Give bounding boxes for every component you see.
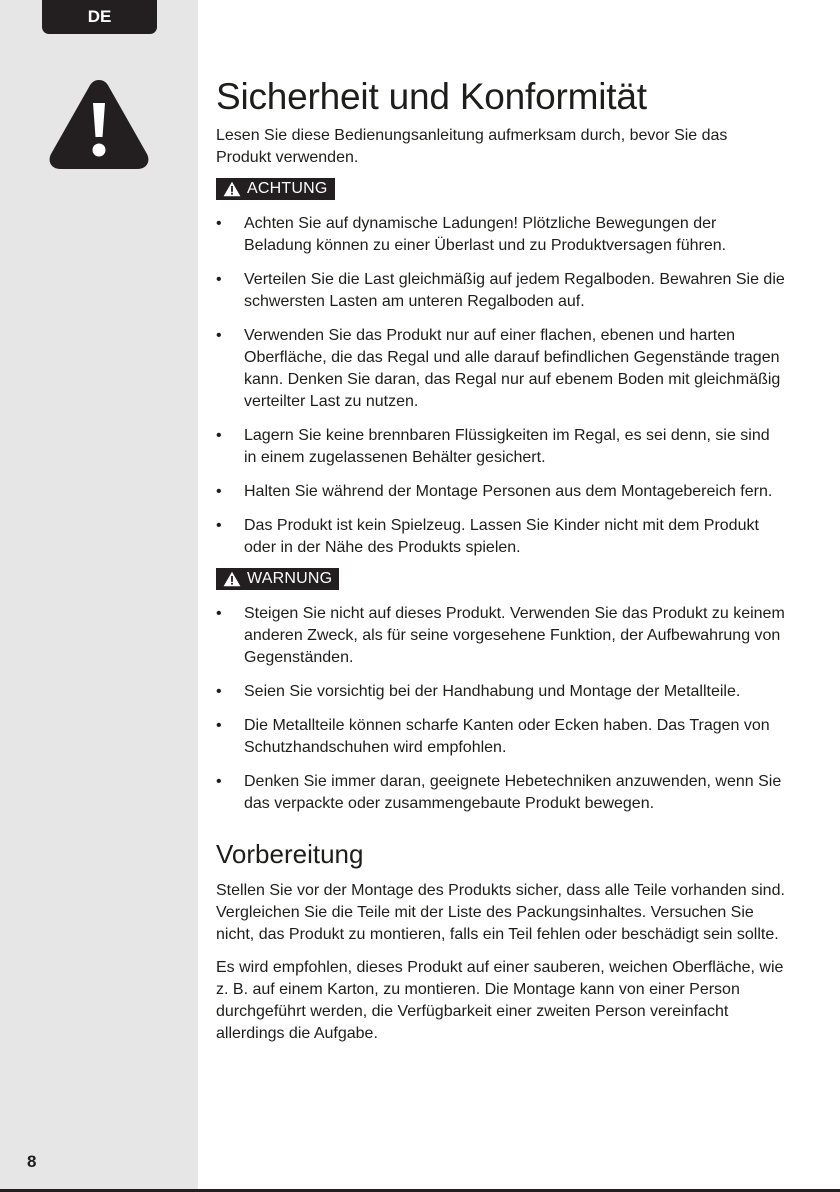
- preparation-paragraph: Es wird empfohlen, dieses Produkt auf einer sauberen, weichen Oberfläche, wie z. B. auf einem Karton, zu montieren. Die Montage kann von einer Person durchgeführt werden, die Verfügbarkeit einer zweiten Person vereinfacht allerdings die Aufgabe.: [216, 959, 784, 1042]
- list-item: [216, 771, 786, 815]
- warning-triangle-icon: [46, 76, 152, 172]
- list-item: [216, 325, 786, 413]
- bullet-icon: •: [216, 483, 222, 500]
- caution-tag-row: [216, 178, 786, 202]
- list-item: [216, 481, 786, 503]
- bullet-icon: •: [216, 773, 222, 790]
- list-item-text: Steigen Sie nicht auf dieses Produkt. Verwenden Sie das Produkt zu keinem anderen Zweck, als für seine vorgesehene Funktion, der Aufbewahrung von Gegenständen.: [244, 605, 785, 666]
- sidebar: [0, 0, 198, 1190]
- list-item-text: Die Metallteile können scharfe Kanten oder Ecken haben. Das Tragen von Schutzhandschuhen wird empfohlen.: [244, 717, 770, 756]
- bullet-icon: •: [216, 605, 222, 622]
- safety-intro: Lesen Sie diese Bedienungsanleitung aufmerksam durch, bevor Sie das Produkt verwenden.: [216, 127, 728, 166]
- list-item: [216, 715, 786, 759]
- caution-list: [216, 213, 786, 559]
- list-item-text: Verteilen Sie die Last gleichmäßig auf jedem Regalboden. Bewahren Sie die schwersten Lasten am unteren Regalboden auf.: [244, 271, 785, 310]
- bullet-icon: •: [216, 717, 222, 734]
- caution-tag: [216, 178, 335, 200]
- list-item: [216, 425, 786, 469]
- warning-triangle-icon: [223, 571, 241, 587]
- warning-tag: [216, 568, 339, 590]
- list-item-text: Achten Sie auf dynamische Ladungen! Plötzliche Bewegungen der Beladung können zu einer Überlast und zu Produktversagen führen.: [244, 215, 727, 254]
- page-number: 8: [27, 1152, 37, 1171]
- warning-triangle-icon: [223, 181, 241, 197]
- list-item-text: Halten Sie während der Montage Personen aus dem Montagebereich fern.: [244, 483, 773, 500]
- list-item: [216, 269, 786, 313]
- warning-label: WARNUNG: [247, 570, 333, 587]
- list-item-text: Seien Sie vorsichtig bei der Handhabung und Montage der Metallteile.: [244, 683, 741, 700]
- list-item: [216, 213, 786, 257]
- list-item-text: Denken Sie immer daran, geeignete Hebetechniken anzuwenden, wenn Sie das verpackte oder zusammengebaute Produkt bewegen.: [244, 773, 782, 812]
- preparation-title: Vorbereitung: [216, 839, 364, 869]
- language-tab: DE: [42, 0, 157, 34]
- bullet-icon: •: [216, 327, 222, 344]
- bullet-icon: •: [216, 215, 222, 232]
- list-item-text: Lagern Sie keine brennbaren Flüssigkeiten im Regal, es sei denn, sie sind in einem zugelassenen Behälter gesichert.: [244, 427, 770, 466]
- bullet-icon: •: [216, 517, 222, 534]
- bullet-icon: •: [216, 683, 222, 700]
- caution-label: ACHTUNG: [247, 180, 328, 197]
- preparation-paragraph: Stellen Sie vor der Montage des Produkts sicher, dass alle Teile vorhanden sind. Vergleichen Sie die Teile mit der Liste des Packungsinhaltes. Versuchen Sie nicht, das Produkt zu montieren, falls ein Teil fehlen oder beschädigt sein sollte.: [216, 882, 785, 943]
- list-item-text: Das Produkt ist kein Spielzeug. Lassen Sie Kinder nicht mit dem Produkt oder in der Nähe des Produkts spielen.: [244, 517, 759, 556]
- warning-list: [216, 603, 786, 815]
- bullet-icon: •: [216, 427, 222, 444]
- content: [216, 76, 786, 1045]
- list-item: [216, 681, 786, 703]
- warning-tag-row: [216, 568, 786, 592]
- bullet-icon: •: [216, 271, 222, 288]
- safety-title: Sicherheit und Konformität: [216, 76, 647, 117]
- list-item-text: Verwenden Sie das Produkt nur auf einer flachen, ebenen und harten Oberfläche, die das Regal und alle darauf befindlichen Gegenstände tragen kann. Denken Sie daran, das Regal nur auf ebenem Boden mit gleichmäßig verteilter Last zu nutzen.: [244, 327, 781, 410]
- list-item: [216, 603, 786, 669]
- list-item: [216, 515, 786, 559]
